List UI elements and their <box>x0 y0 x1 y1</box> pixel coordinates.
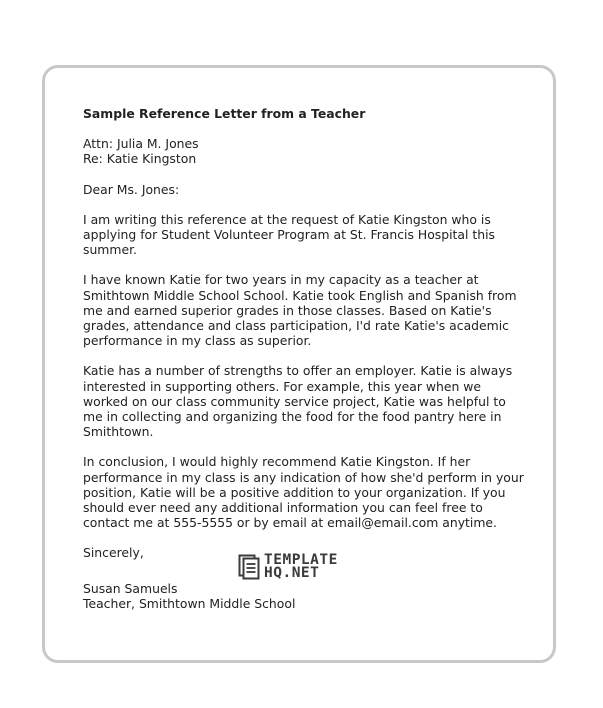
recipient-block <box>83 136 523 166</box>
paragraph-3: Katie has a number of strengths to offer an employer. Katie is always interested in supporting others. For example, this year when we worked on our class community service project, Katie was helpful to me in collecting and organizing the food for the food pantry here in Smithtown. <box>83 363 513 440</box>
watermark-line1: TEMPLATE <box>264 552 338 568</box>
document-icon <box>238 554 260 580</box>
paragraph-2: I have known Katie for two years in my capacity as a teacher at Smithtown Middle School School. Katie took English and Spanish from me and earned superior grades in those classes. Based on Katie's grades, attendance and class participation, I'd rate Katie's academic performance in my class as superior. <box>83 272 517 349</box>
watermark-line2: HQ.NET <box>264 565 320 581</box>
letter-title: Sample Reference Letter from a Teacher <box>83 106 366 121</box>
watermark-text <box>264 554 338 580</box>
reference-letter <box>83 106 523 626</box>
paragraph-4: In conclusion, I would highly recommend Katie Kingston. If her performance in my class is any indication of how she'd perform in your position, Katie will be a positive addition to your organization. If you should ever need any additional information you can feel free to contact me at 555-5555 or by email at email@email.com anytime. <box>83 454 524 531</box>
signature-name: Susan Samuels <box>83 580 178 596</box>
signature-title: Teacher, Smithtown Middle School <box>83 595 296 611</box>
templatehq-watermark <box>238 553 338 581</box>
attn-line: Attn: Julia M. Jones <box>83 136 199 152</box>
closing: Sincerely, <box>83 545 144 561</box>
salutation: Dear Ms. Jones: <box>83 181 180 197</box>
signature-block <box>83 581 523 611</box>
re-line: Re: Katie Kingston <box>83 151 197 167</box>
paragraph-1: I am writing this reference at the request of Katie Kingston who is applying for Student Volunteer Program at St. Francis Hospital this summer. <box>83 211 495 258</box>
